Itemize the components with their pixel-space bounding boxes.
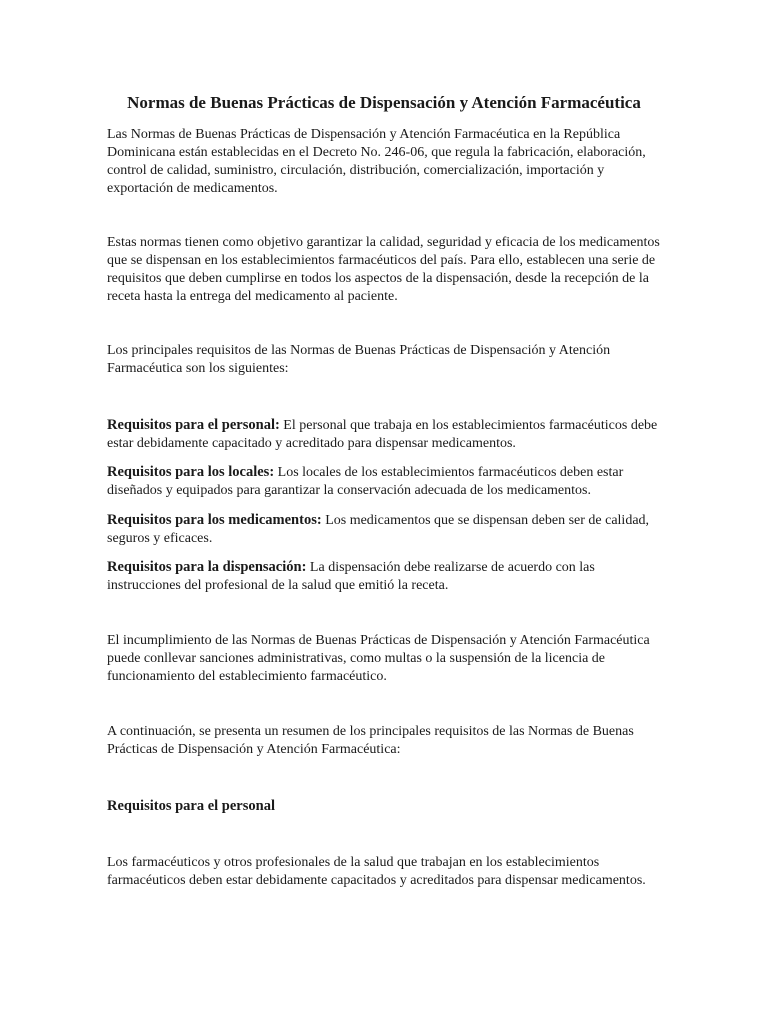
requirement-text: Los locales de los establecimientos farmacéuticos deben estar diseñados y equipados para garantizar la conservación adecuada de los medicamentos. bbox=[107, 465, 624, 498]
paragraph-summary-intro: A continuación, se presenta un resumen de los principales requisitos de las Normas de Buenas Prácticas de Dispensación y Atención Farmacéutica: bbox=[107, 724, 634, 757]
paragraph-objective: Estas normas tienen como objetivo garantizar la calidad, seguridad y eficacia de los medicamentos que se dispensan en los establecimientos farmacéuticos del país. Para ello, establecen una serie de requisitos que deben cumplirse en todos los aspectos de la dispensación, desde la recepción de la receta hasta la entrega del medicamento al paciente. bbox=[107, 235, 660, 304]
requirement-label: Requisitos para el personal: bbox=[107, 417, 280, 433]
section-heading: Requisitos para el personal bbox=[107, 798, 275, 814]
requirement-label: Requisitos para los locales: bbox=[107, 464, 275, 480]
paragraph-main-requirements: Los principales requisitos de las Normas de Buenas Prácticas de Dispensación y Atención Farmacéutica son los siguientes: bbox=[107, 343, 611, 376]
requirement-text: El personal que trabaja en los establecimientos farmacéuticos debe estar debidamente capacitado y acreditado para dispensar medicamentos. bbox=[107, 418, 658, 451]
requirement-item-locales bbox=[107, 463, 663, 500]
requirement-text: Los medicamentos que se dispensan deben ser de calidad, seguros y eficaces. bbox=[107, 513, 650, 546]
requirement-label: Requisitos para los medicamentos: bbox=[107, 512, 322, 528]
paragraph-noncompliance: El incumplimiento de las Normas de Buenas Prácticas de Dispensación y Atención Farmacéutica puede conllevar sanciones administrativas, como multas o la suspensión de la licencia de funcionamiento del establecimiento farmacéutico. bbox=[107, 633, 650, 684]
requirement-label: Requisitos para la dispensación: bbox=[107, 559, 307, 575]
requirement-text: La dispensación debe realizarse de acuerdo con las instrucciones del profesional de la salud que emitió la receta. bbox=[107, 560, 595, 593]
requirement-item-medicamentos bbox=[107, 511, 663, 548]
requirement-item-dispensacion bbox=[107, 558, 663, 595]
requirement-item-personal bbox=[107, 416, 663, 453]
paragraph-personal-detail: Los farmacéuticos y otros profesionales de la salud que trabajan en los establecimientos farmacéuticos deben estar debidamente capacitados y acreditados para dispensar medicamentos. bbox=[107, 855, 646, 888]
paragraph-intro: Las Normas de Buenas Prácticas de Dispensación y Atención Farmacéutica en la República Dominicana están establecidas en el Decreto No. 246-06, que regula la fabricación, elaboración, control de calidad, suministro, circulación, distribución, comercialización, importación y exportación de medicamentos. bbox=[107, 127, 646, 196]
document-title: Normas de Buenas Prácticas de Dispensación y Atención Farmacéutica bbox=[127, 93, 641, 112]
